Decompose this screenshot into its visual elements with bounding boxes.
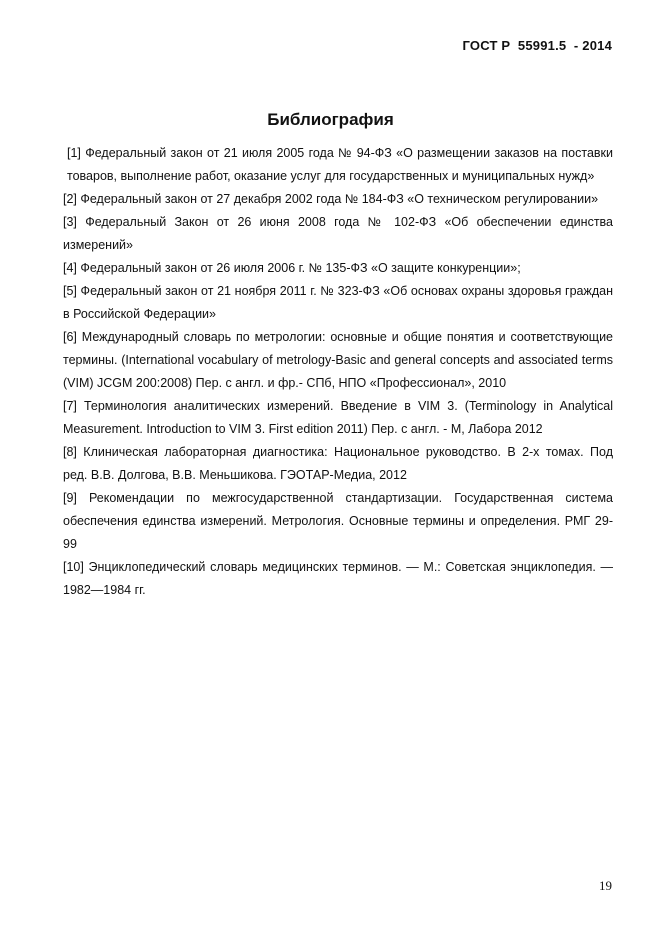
standard-code-header: ГОСТ Р 55991.5 - 2014 xyxy=(462,38,612,53)
bibliography-item-5: [5] Федеральный закон от 21 ноября 2011 г. № 323-ФЗ «Об основах охраны здоровья граждан в Российской Федерации» xyxy=(63,284,613,321)
page-number: 19 xyxy=(599,878,612,893)
bibliography-item-6: [6] Международный словарь по метрологии: основные и общие понятия и соответствующие термины. (International vocabulary of metrology-Basic and general concepts and associated terms (VIM) JCGM 200:2008) Пер. с англ. и фр.- СПб, НПО «Профессионал», 2010 xyxy=(63,330,613,390)
bibliography-item-4: [4] Федеральный закон от 26 июля 2006 г. № 135-ФЗ «О защите конкуренции»; xyxy=(63,261,521,275)
page-title: Библиография xyxy=(267,110,394,129)
bibliography-item-2: [2] Федеральный закон от 27 декабря 2002 года № 184-ФЗ «О техническом регулировании» xyxy=(63,192,599,206)
bibliography-item-9: [9] Рекомендации по межгосударственной стандартизации. Государственная система обеспечения единства измерений. Метрология. Основные термины и определения. РМГ 29-99 xyxy=(63,491,613,551)
bibliography-item-1: [1] Федеральный закон от 21 июля 2005 года № 94-ФЗ «О размещении заказов на поставки товаров, выполнение работ, оказание услуг для государственных и муниципальных нужд» xyxy=(67,146,613,183)
bibliography-item-8: [8] Клиническая лабораторная диагностика: Национальное руководство. В 2-х томах. Под ред. В.В. Долгова, В.В. Меньшикова. ГЭОТАР-Медиа, 2012 xyxy=(63,445,613,482)
bibliography-item-7: [7] Терминология аналитических измерений. Введение в VIM 3. (Terminology in Analytical Measurement. Introduction to VIM 3. First edition 2011) Пер. с англ. - М, Лабора 2012 xyxy=(63,399,613,436)
bibliography-list xyxy=(63,142,613,602)
bibliography-item-3: [3] Федеральный Закон от 26 июня 2008 года № 102-ФЗ «Об обеспечении единства измерений» xyxy=(63,215,613,252)
bibliography-item-10: [10] Энциклопедический словарь медицинских терминов. — М.: Советская энциклопедия. — 1982—1984 гг. xyxy=(63,560,613,597)
